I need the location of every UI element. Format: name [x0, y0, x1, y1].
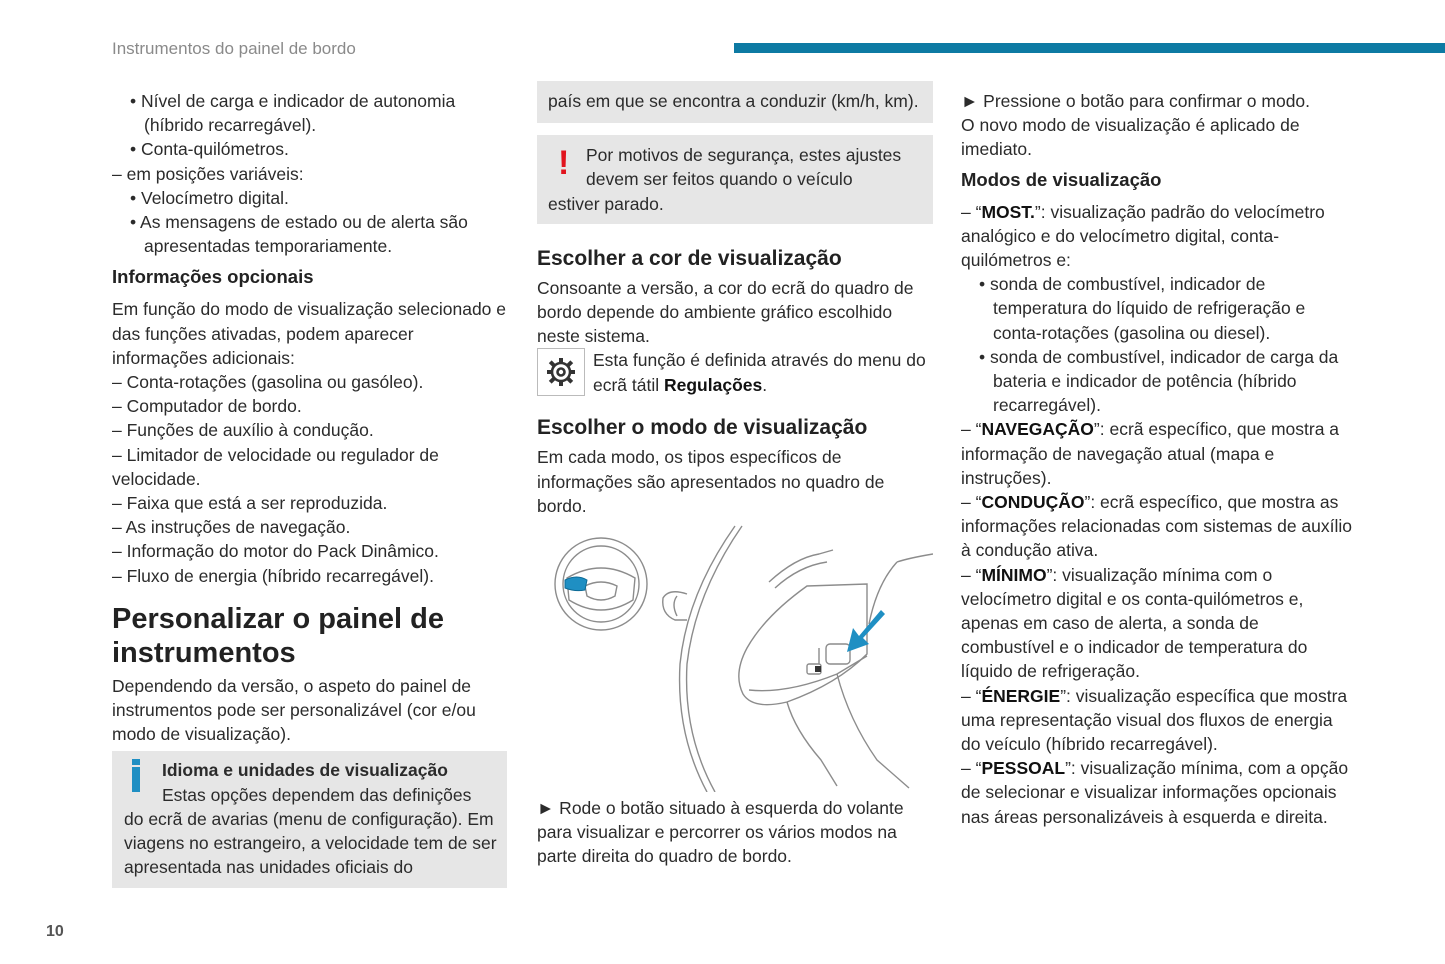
mode-personal: – “PESSOAL”: visualização mínima, com a opção de selecionar e visualizar informações opcionais nas áreas personalizáveis à esquerda e direita.: [961, 758, 1349, 827]
list-item: – Conta-rotações (gasolina ou gasóleo).: [112, 372, 424, 393]
list-item: – Fluxo de energia (híbrido recarregável).: [112, 565, 434, 586]
column-right: [961, 89, 1353, 829]
rotate-instruction: ► Rode o botão situado à esquerda do volante para visualizar e percorrer os vários modos na parte direita do quadro de bordo.: [537, 798, 904, 867]
list-item: – Computador de bordo.: [112, 396, 302, 417]
info-icon: [132, 767, 140, 792]
color-text: Consoante a versão, a cor do ecrã do quadro de bordo depende do ambiente gráfico escolhido neste sistema.: [537, 277, 914, 347]
optional-info-heading: Informações opcionais: [112, 266, 314, 288]
list-item: – Faixa que está a ser reproduzida.: [112, 493, 388, 514]
list-item: – Limitador de velocidade ou regulador de velocidade.: [112, 444, 439, 489]
list-item: – Informação do motor do Pack Dinâmico.: [112, 541, 439, 562]
warning-text: estiver parado.: [548, 193, 664, 214]
warning-text: Por motivos de segurança, estes ajustes devem ser feitos quando o veículo: [586, 145, 902, 190]
mode-text: Em cada modo, os tipos específicos de informações são apresentados no quadro de bordo.: [537, 447, 885, 516]
section-title: Personalizar o painel de instrumentos: [112, 602, 444, 669]
warning-box: [537, 135, 933, 224]
press-result: O novo modo de visualização é aplicado de imediato.: [961, 115, 1300, 160]
list-item: – As instruções de navegação.: [112, 517, 351, 538]
mode-driving: – “CONDUÇÃO”: ecrã específico, que mostra as informações relacionadas com sistemas de auxílio à condução ativa.: [961, 492, 1353, 561]
color-heading: Escolher a cor de visualização: [537, 246, 842, 270]
page-number: 10: [46, 923, 64, 940]
info-text: do ecrã de avarias (menu de configuração). Em viagens no estrangeiro, a velocidade tem de ser apresentada nas unidades oficiais do: [124, 808, 497, 878]
list-item: • Velocímetro digital.: [130, 187, 289, 208]
running-header: Instrumentos do painel de bordo: [112, 39, 356, 58]
header-accent-bar: [734, 43, 1445, 53]
column-middle: [537, 81, 933, 869]
mode-minimum: – “MÍNIMO”: visualização mínima com o velocímetro digital e os conta-quilómetros e, apenas em caso de alerta, a sonda de combustível e o indicador de temperatura do líquido de refrigeração.: [961, 564, 1308, 682]
info-text: país em que se encontra a conduzir (km/h, km).: [548, 91, 919, 111]
mode-energy: – “ÉNERGIE”: visualização específica que mostra uma representação visual dos fluxos de energia do veículo (híbrido recarregável).: [961, 685, 1348, 755]
mode-most: – “MOST.”: visualização padrão do velocímetro analógico e do velocímetro digital, conta-quilómetros e:: [961, 201, 1325, 271]
list-item: – Funções de auxílio à condução.: [112, 420, 374, 441]
info-text: Estas opções dependem das definições: [162, 784, 472, 805]
warning-icon: !: [558, 144, 570, 183]
list-item: • Conta-quilómetros.: [130, 139, 289, 160]
list-item: • As mensagens de estado ou de alerta são apresentadas temporariamente.: [130, 212, 468, 257]
info-title: Idioma e unidades de visualização: [162, 760, 448, 781]
list-item: – em posições variáveis:: [112, 163, 304, 184]
press-instruction: ► Pressione o botão para confirmar o modo.: [961, 91, 1311, 111]
steering-wheel-illustration: [537, 524, 933, 792]
settings-text: Esta função é definida através do menu do ecrã tátil Regulações.: [593, 350, 926, 395]
optional-info-intro: Em função do modo de visualização selecionado e das funções ativadas, podem aparecer informações adicionais:: [112, 299, 506, 368]
settings-icon: [537, 348, 585, 396]
customize-text: Dependendo da versão, o aspeto do painel de instrumentos pode ser personalizável (cor e/ou modo de visualização).: [112, 675, 476, 745]
mode-navigation: – “NAVEGAÇÃO”: ecrã específico, que mostra a informação de navegação atual (mapa e instruções).: [961, 419, 1340, 488]
column-left: [112, 89, 510, 888]
list-item: • sonda de combustível, indicador de temperatura do líquido de refrigeração e conta-rotações (gasolina ou diesel).: [979, 274, 1306, 343]
list-item: • Nível de carga e indicador de autonomia (híbrido recarregável).: [130, 91, 456, 136]
info-box-continuation: [537, 81, 933, 123]
modes-heading: Modos de visualização: [961, 168, 1162, 190]
info-box: [112, 751, 507, 888]
list-item: • sonda de combustível, indicador de carga da bateria e indicador de potência (híbrido recarregável).: [979, 346, 1339, 416]
mode-heading: Escolher o modo de visualização: [537, 416, 868, 440]
settings-note: [537, 348, 933, 398]
